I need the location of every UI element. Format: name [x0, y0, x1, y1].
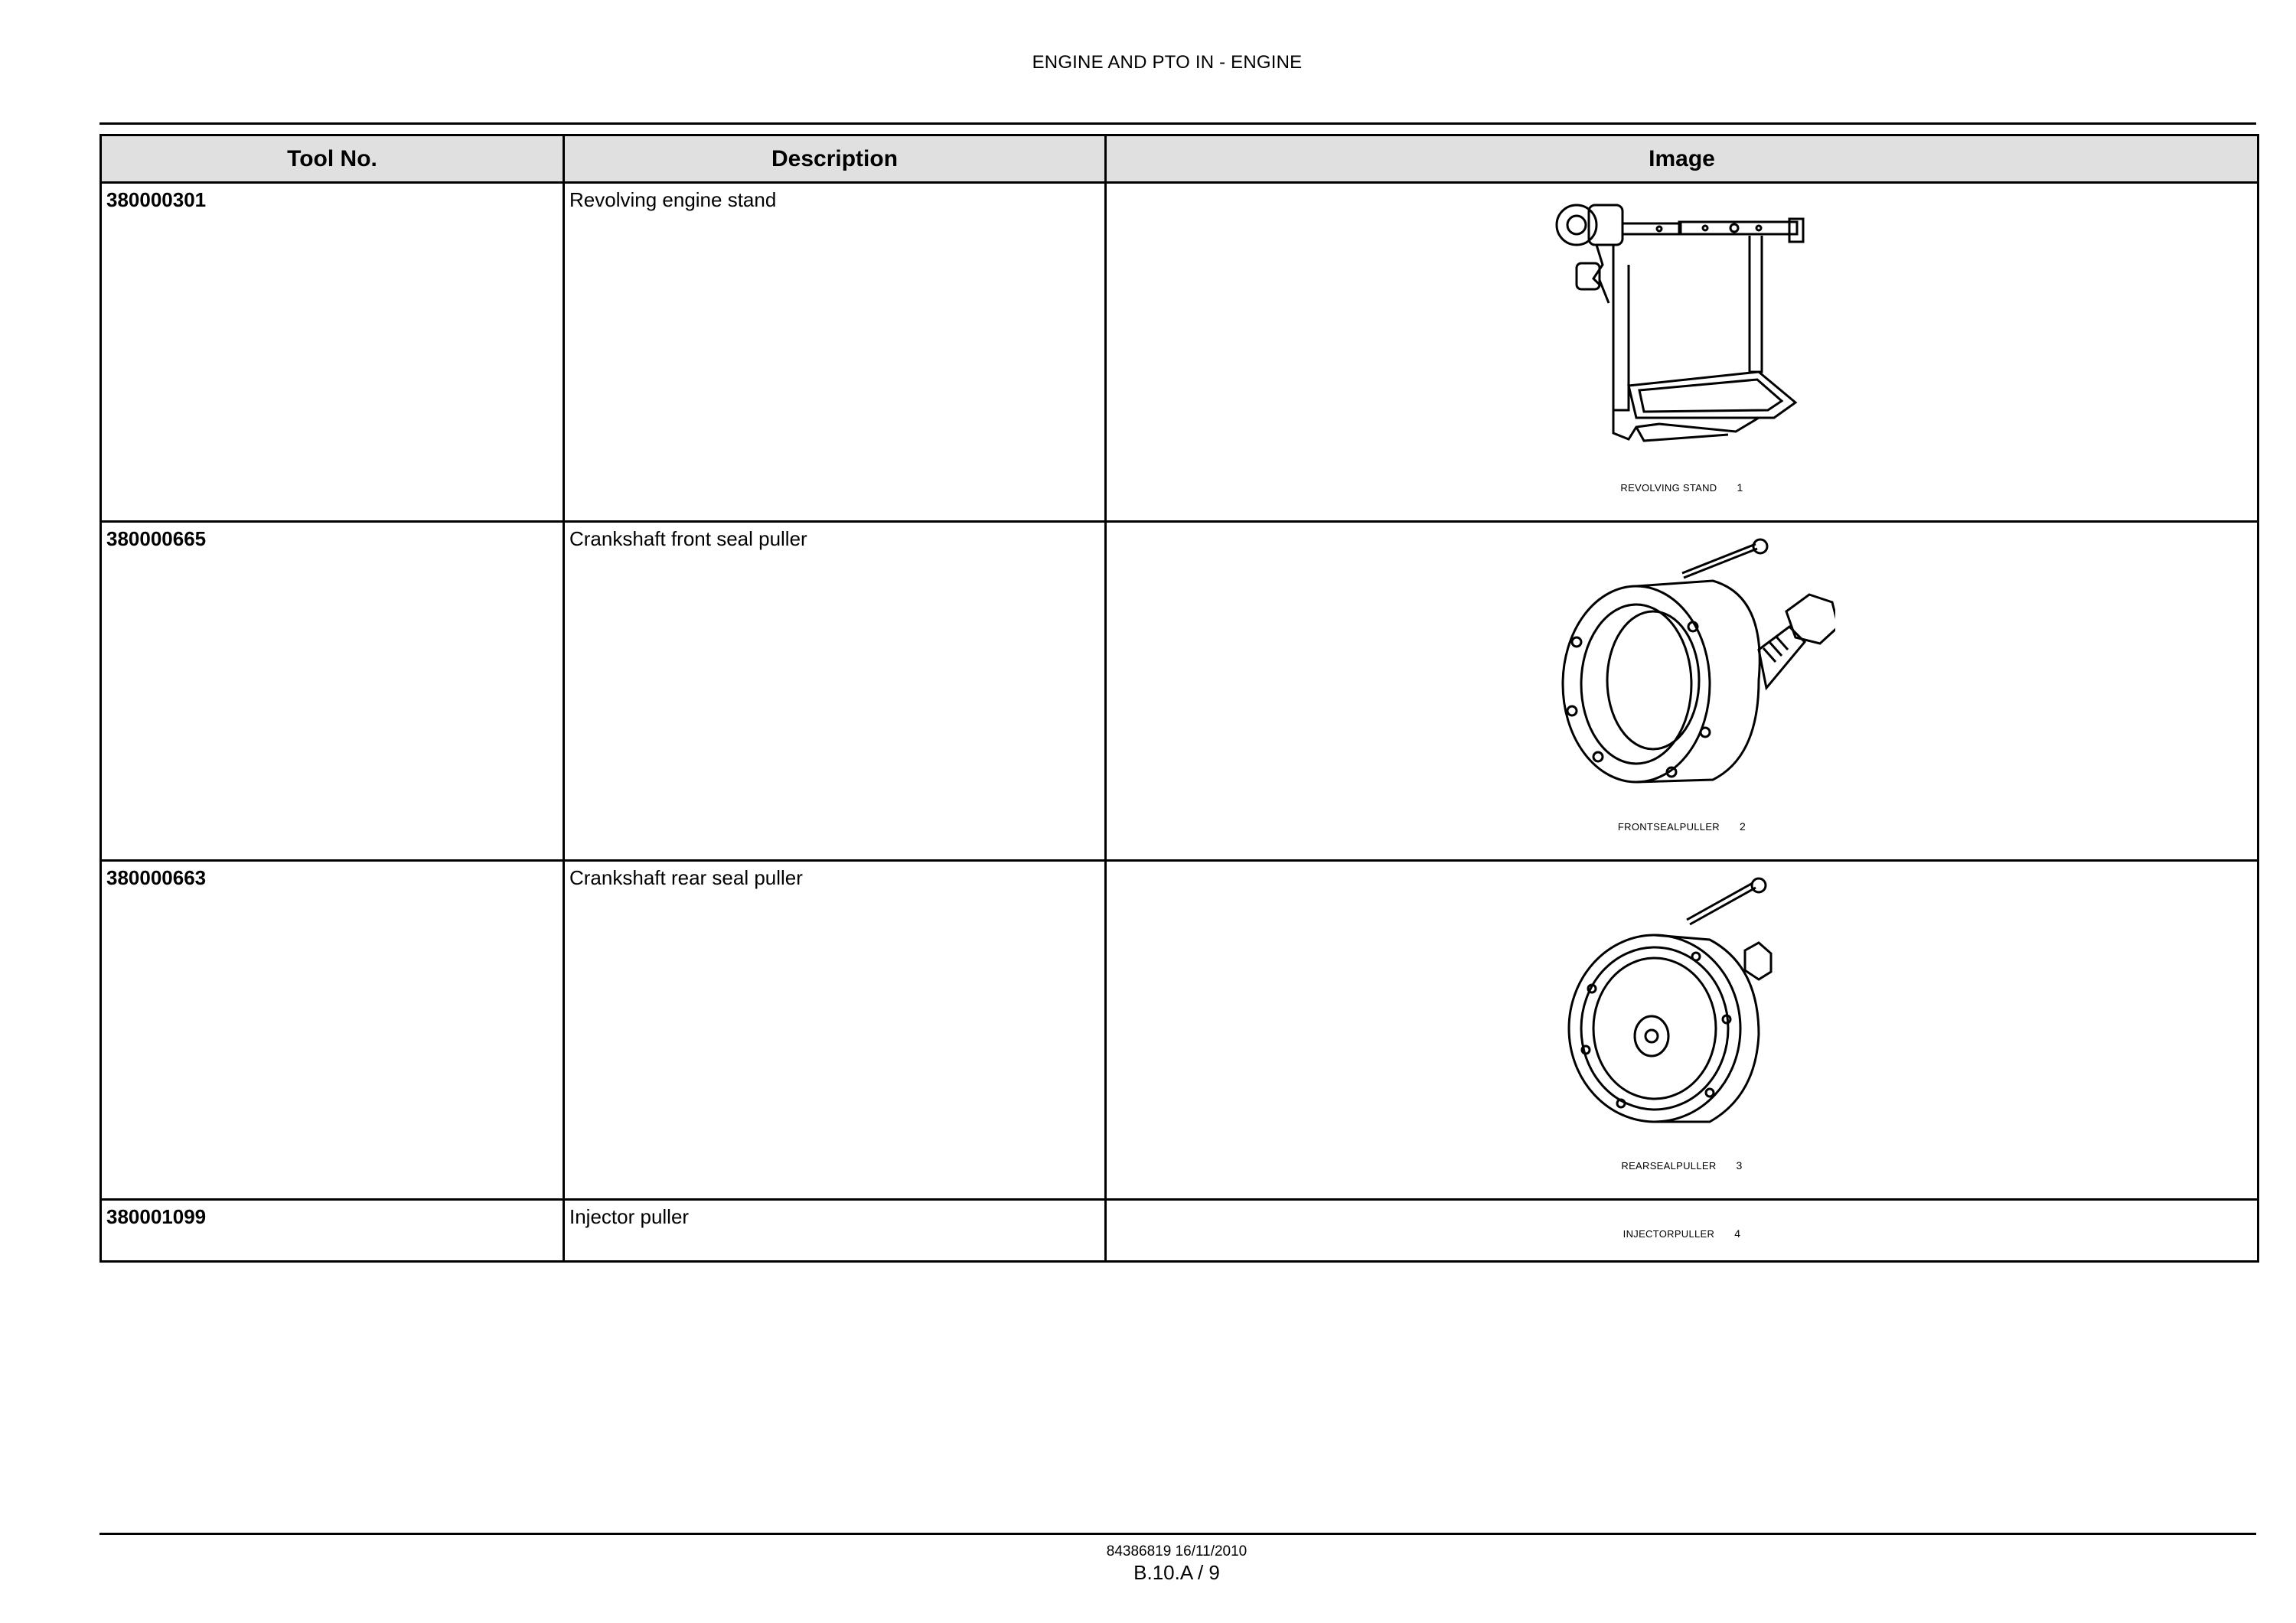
header-divider: [99, 122, 2256, 125]
page-number: B.10.A / 9: [1133, 1561, 1220, 1584]
revolving-stand-icon: [1529, 188, 1835, 494]
front-seal-puller-icon: [1529, 527, 1835, 833]
footer-divider: [99, 1533, 2256, 1535]
table-row: [101, 183, 2258, 522]
front-seal-puller-figure: [1529, 527, 1835, 855]
document-reference: 84386819 16/11/2010: [1106, 1543, 1247, 1559]
tool-description: Injector puller: [564, 1200, 1106, 1262]
tool-description: Crankshaft front seal puller: [564, 522, 1106, 861]
table-header-row: [101, 135, 2258, 183]
tool-image-cell: [1106, 861, 2258, 1200]
page-header: ENGINE AND PTO IN - ENGINE: [1032, 52, 1303, 73]
table-row: [101, 861, 2258, 1200]
rear-seal-puller-figure: [1529, 866, 1835, 1194]
tool-image-cell: [1106, 1200, 2258, 1262]
column-header-tool-no: Tool No.: [101, 135, 564, 183]
tool-number: 380000301: [101, 183, 564, 522]
figure-caption: REVOLVING STAND 1: [1620, 481, 1743, 494]
tool-description: Revolving engine stand: [564, 183, 1106, 522]
tool-number: 380000665: [101, 522, 564, 861]
figure-caption: REARSEALPULLER 3: [1621, 1159, 1743, 1172]
tool-image-cell: [1106, 183, 2258, 522]
column-header-description: Description: [564, 135, 1106, 183]
injector-puller-figure: [1529, 1205, 1835, 1256]
table-row: [101, 522, 2258, 861]
tool-number: 380001099: [101, 1200, 564, 1262]
figure-caption: INJECTORPULLER 4: [1623, 1227, 1741, 1240]
tool-image-cell: [1106, 522, 2258, 861]
tool-number: 380000663: [101, 861, 564, 1200]
rear-seal-puller-icon: [1529, 866, 1835, 1172]
column-header-image: Image: [1106, 135, 2258, 183]
tool-description: Crankshaft rear seal puller: [564, 861, 1106, 1200]
revolving-stand-figure: [1529, 188, 1835, 516]
special-tools-table: [99, 134, 2259, 1263]
table-row: [101, 1200, 2258, 1262]
figure-caption: FRONTSEALPULLER 2: [1617, 820, 1746, 833]
